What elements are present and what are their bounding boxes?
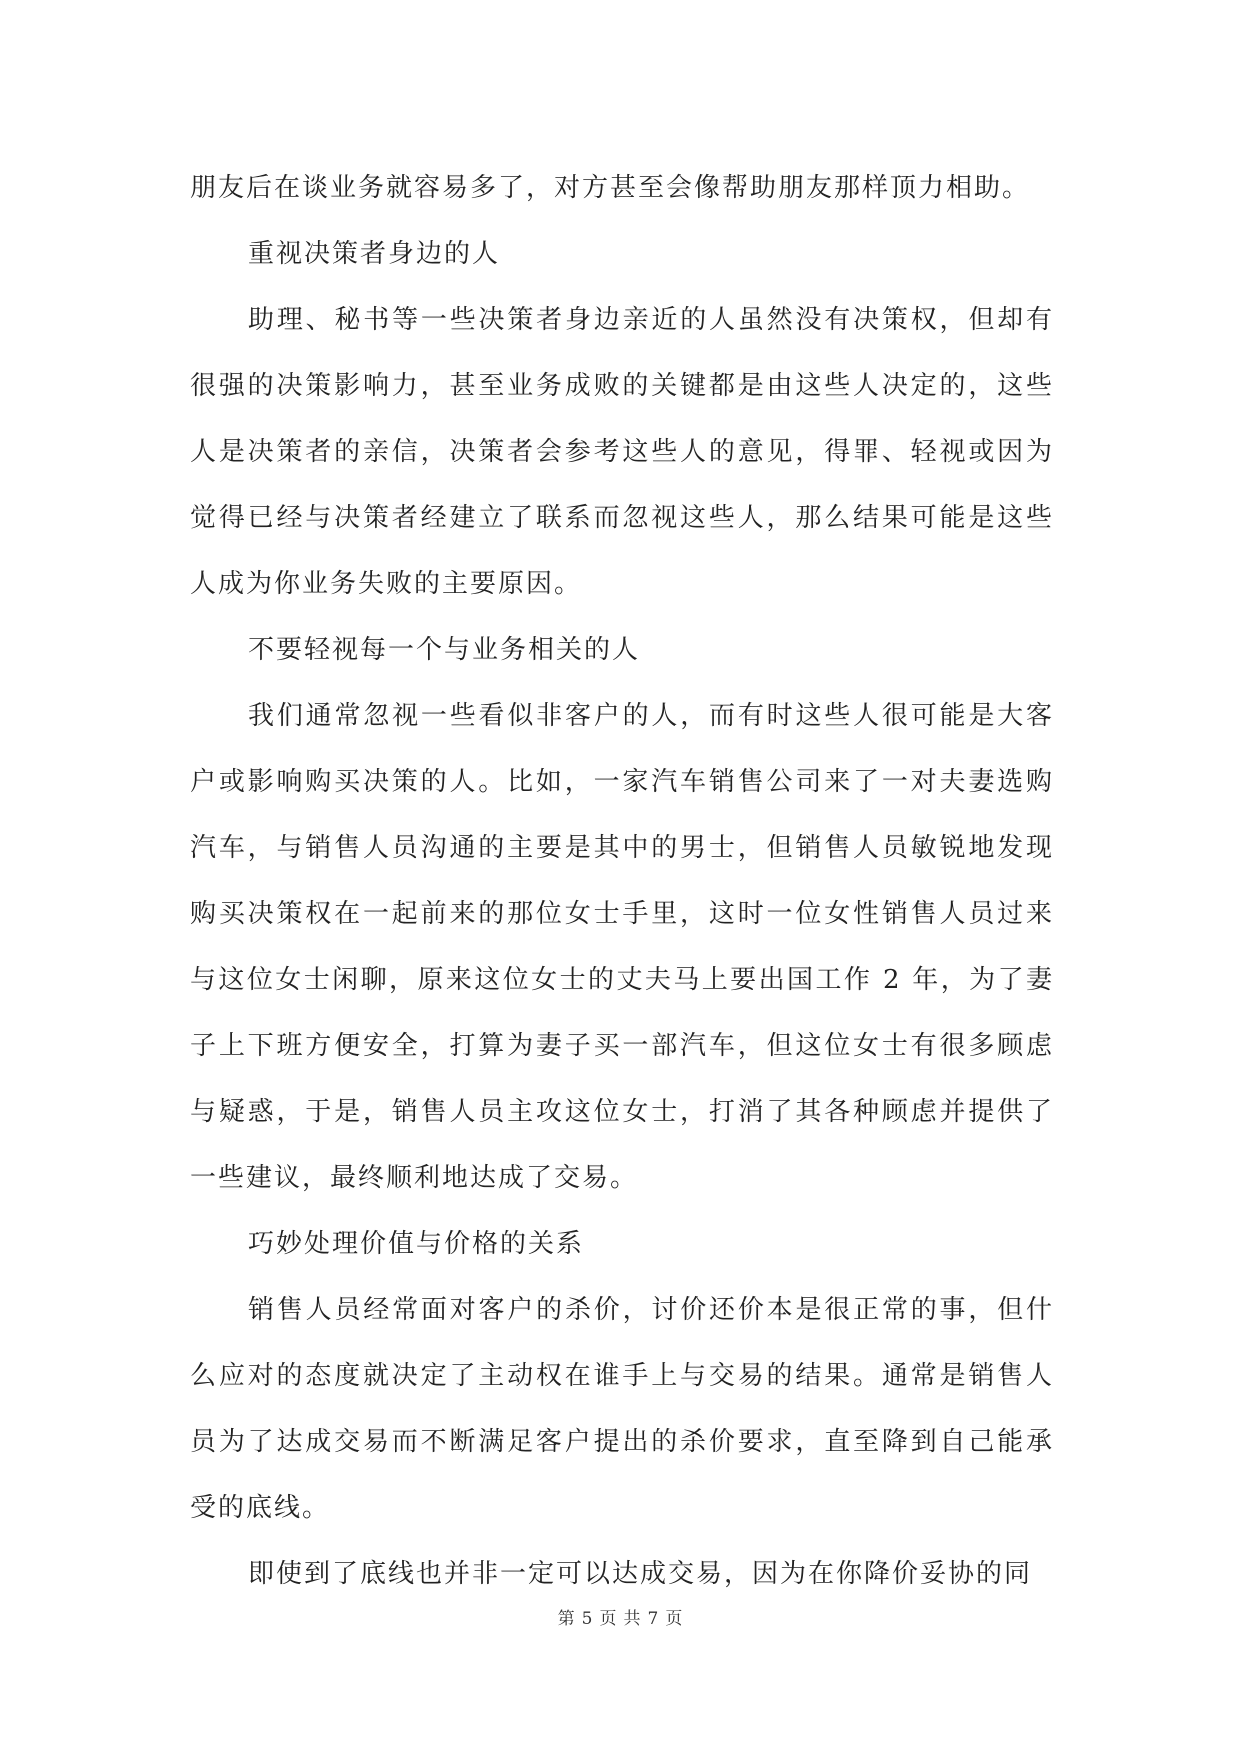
- paragraph-continuation: 朋友后在谈业务就容易多了，对方甚至会像帮助朋友那样顶力相助。: [190, 173, 1031, 203]
- paragraph-value-price: 销售人员经常面对客户的杀价，讨价还价本是很正常的事，但什么应对的态度就决定了主动权在谁手上与交易的结果。通常是销售人员为了达成交易而不断满足客户提出的杀价要求，直至降到自己能承受的底线。: [190, 1295, 1054, 1523]
- footer-suffix: 页: [665, 1609, 684, 1629]
- section-heading-value-price: 巧妙处理价值与价格的关系: [248, 1229, 585, 1259]
- document-body: [190, 155, 1054, 1607]
- section-heading-decision-makers-circle: 重视决策者身边的人: [248, 239, 501, 269]
- paragraph-decision-makers-circle: 助理、秘书等一些决策者身边亲近的人虽然没有决策权，但却有很强的决策影响力，甚至业务成败的关键都是由这些人决定的，这些人是决策者的亲信，决策者会参考这些人的意见，得罪、轻视或因为觉得已经与决策者经建立了联系而忽视这些人，那么结果可能是这些人成为你业务失败的主要原因。: [190, 305, 1054, 599]
- page-footer: [0, 1604, 1241, 1629]
- section-heading-related-people: 不要轻视每一个与业务相关的人: [248, 635, 641, 665]
- footer-prefix: 第: [557, 1609, 576, 1629]
- paragraph-bottom-line: 即使到了底线也并非一定可以达成交易，因为在你降价妥协的同: [248, 1559, 1033, 1589]
- footer-current-page: 5: [581, 1609, 594, 1629]
- footer-total-pages: 7: [647, 1609, 660, 1629]
- footer-total-word: 共: [623, 1609, 642, 1629]
- footer-page-word: 页: [599, 1609, 618, 1629]
- paragraph-related-people: 我们通常忽视一些看似非客户的人，而有时这些人很可能是大客户或影响购买决策的人。比如，一家汽车销售公司来了一对夫妻选购汽车，与销售人员沟通的主要是其中的男士，但销售人员敏锐地发现购买决策权在一起前来的那位女士手里，这时一位女性销售人员过来与这位女士闲聊，原来这位女士的丈夫马上要出国工作 2 年，为了妻子上下班方便安全，打算为妻子买一部汽车，但这位女士有很多顾虑与疑惑，于是，销售人员主攻这位女士，打消了其各种顾虑并提供了一些建议，最终顺利地达成了交易。: [190, 701, 1054, 1193]
